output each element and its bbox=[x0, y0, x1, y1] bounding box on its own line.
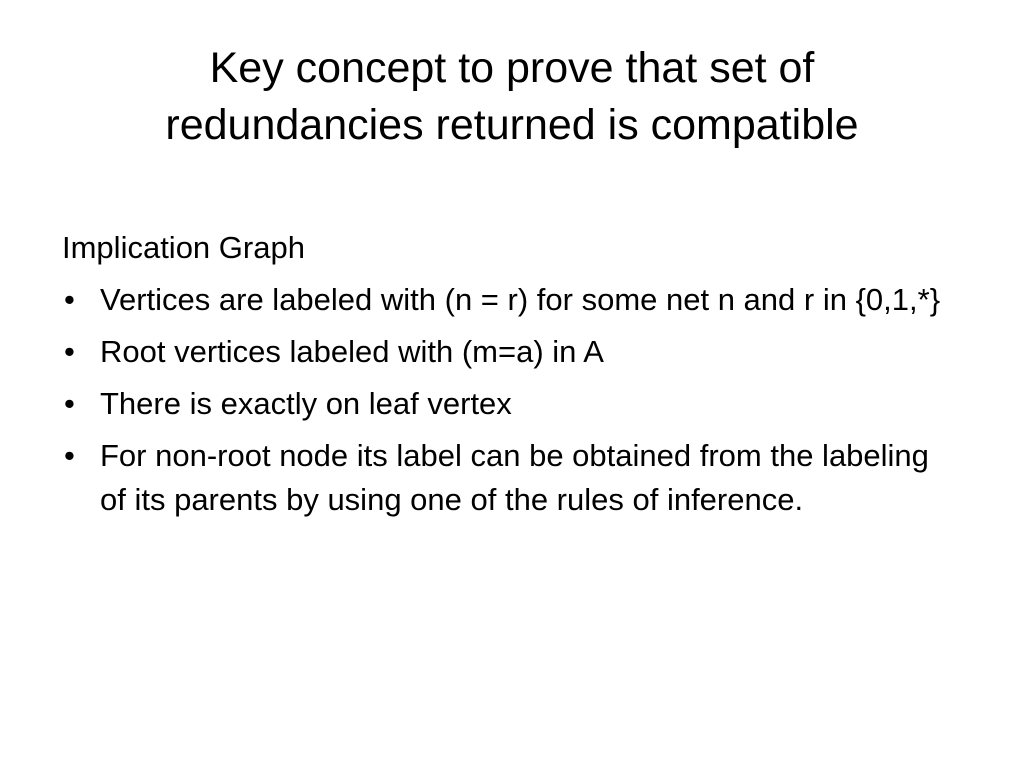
bullet-text: For non-root node its label can be obtained from the labeling of its parents by using one of the rules of inference. bbox=[100, 438, 929, 517]
subheading: Implication Graph bbox=[62, 230, 305, 265]
bullet-item bbox=[62, 382, 962, 426]
slide-title-line-2: redundancies returned is compatible bbox=[165, 101, 859, 149]
bullet-item bbox=[62, 330, 962, 374]
slide-body bbox=[62, 226, 962, 530]
slide-title-line-1: Key concept to prove that set of bbox=[209, 44, 815, 92]
slide-title bbox=[60, 40, 964, 154]
bullet-list bbox=[62, 278, 962, 522]
bullet-dot-icon: • bbox=[64, 334, 75, 369]
bullet-text: There is exactly on leaf vertex bbox=[100, 386, 512, 421]
bullet-text: Root vertices labeled with (m=a) in A bbox=[100, 334, 604, 369]
bullet-text: Vertices are labeled with (n = r) for some net n and r in {0,1,*} bbox=[100, 282, 941, 317]
bullet-dot-icon: • bbox=[64, 386, 75, 421]
bullet-dot-icon: • bbox=[64, 282, 75, 317]
bullet-item bbox=[62, 278, 962, 322]
bullet-item bbox=[62, 434, 962, 522]
bullet-dot-icon: • bbox=[64, 438, 75, 473]
